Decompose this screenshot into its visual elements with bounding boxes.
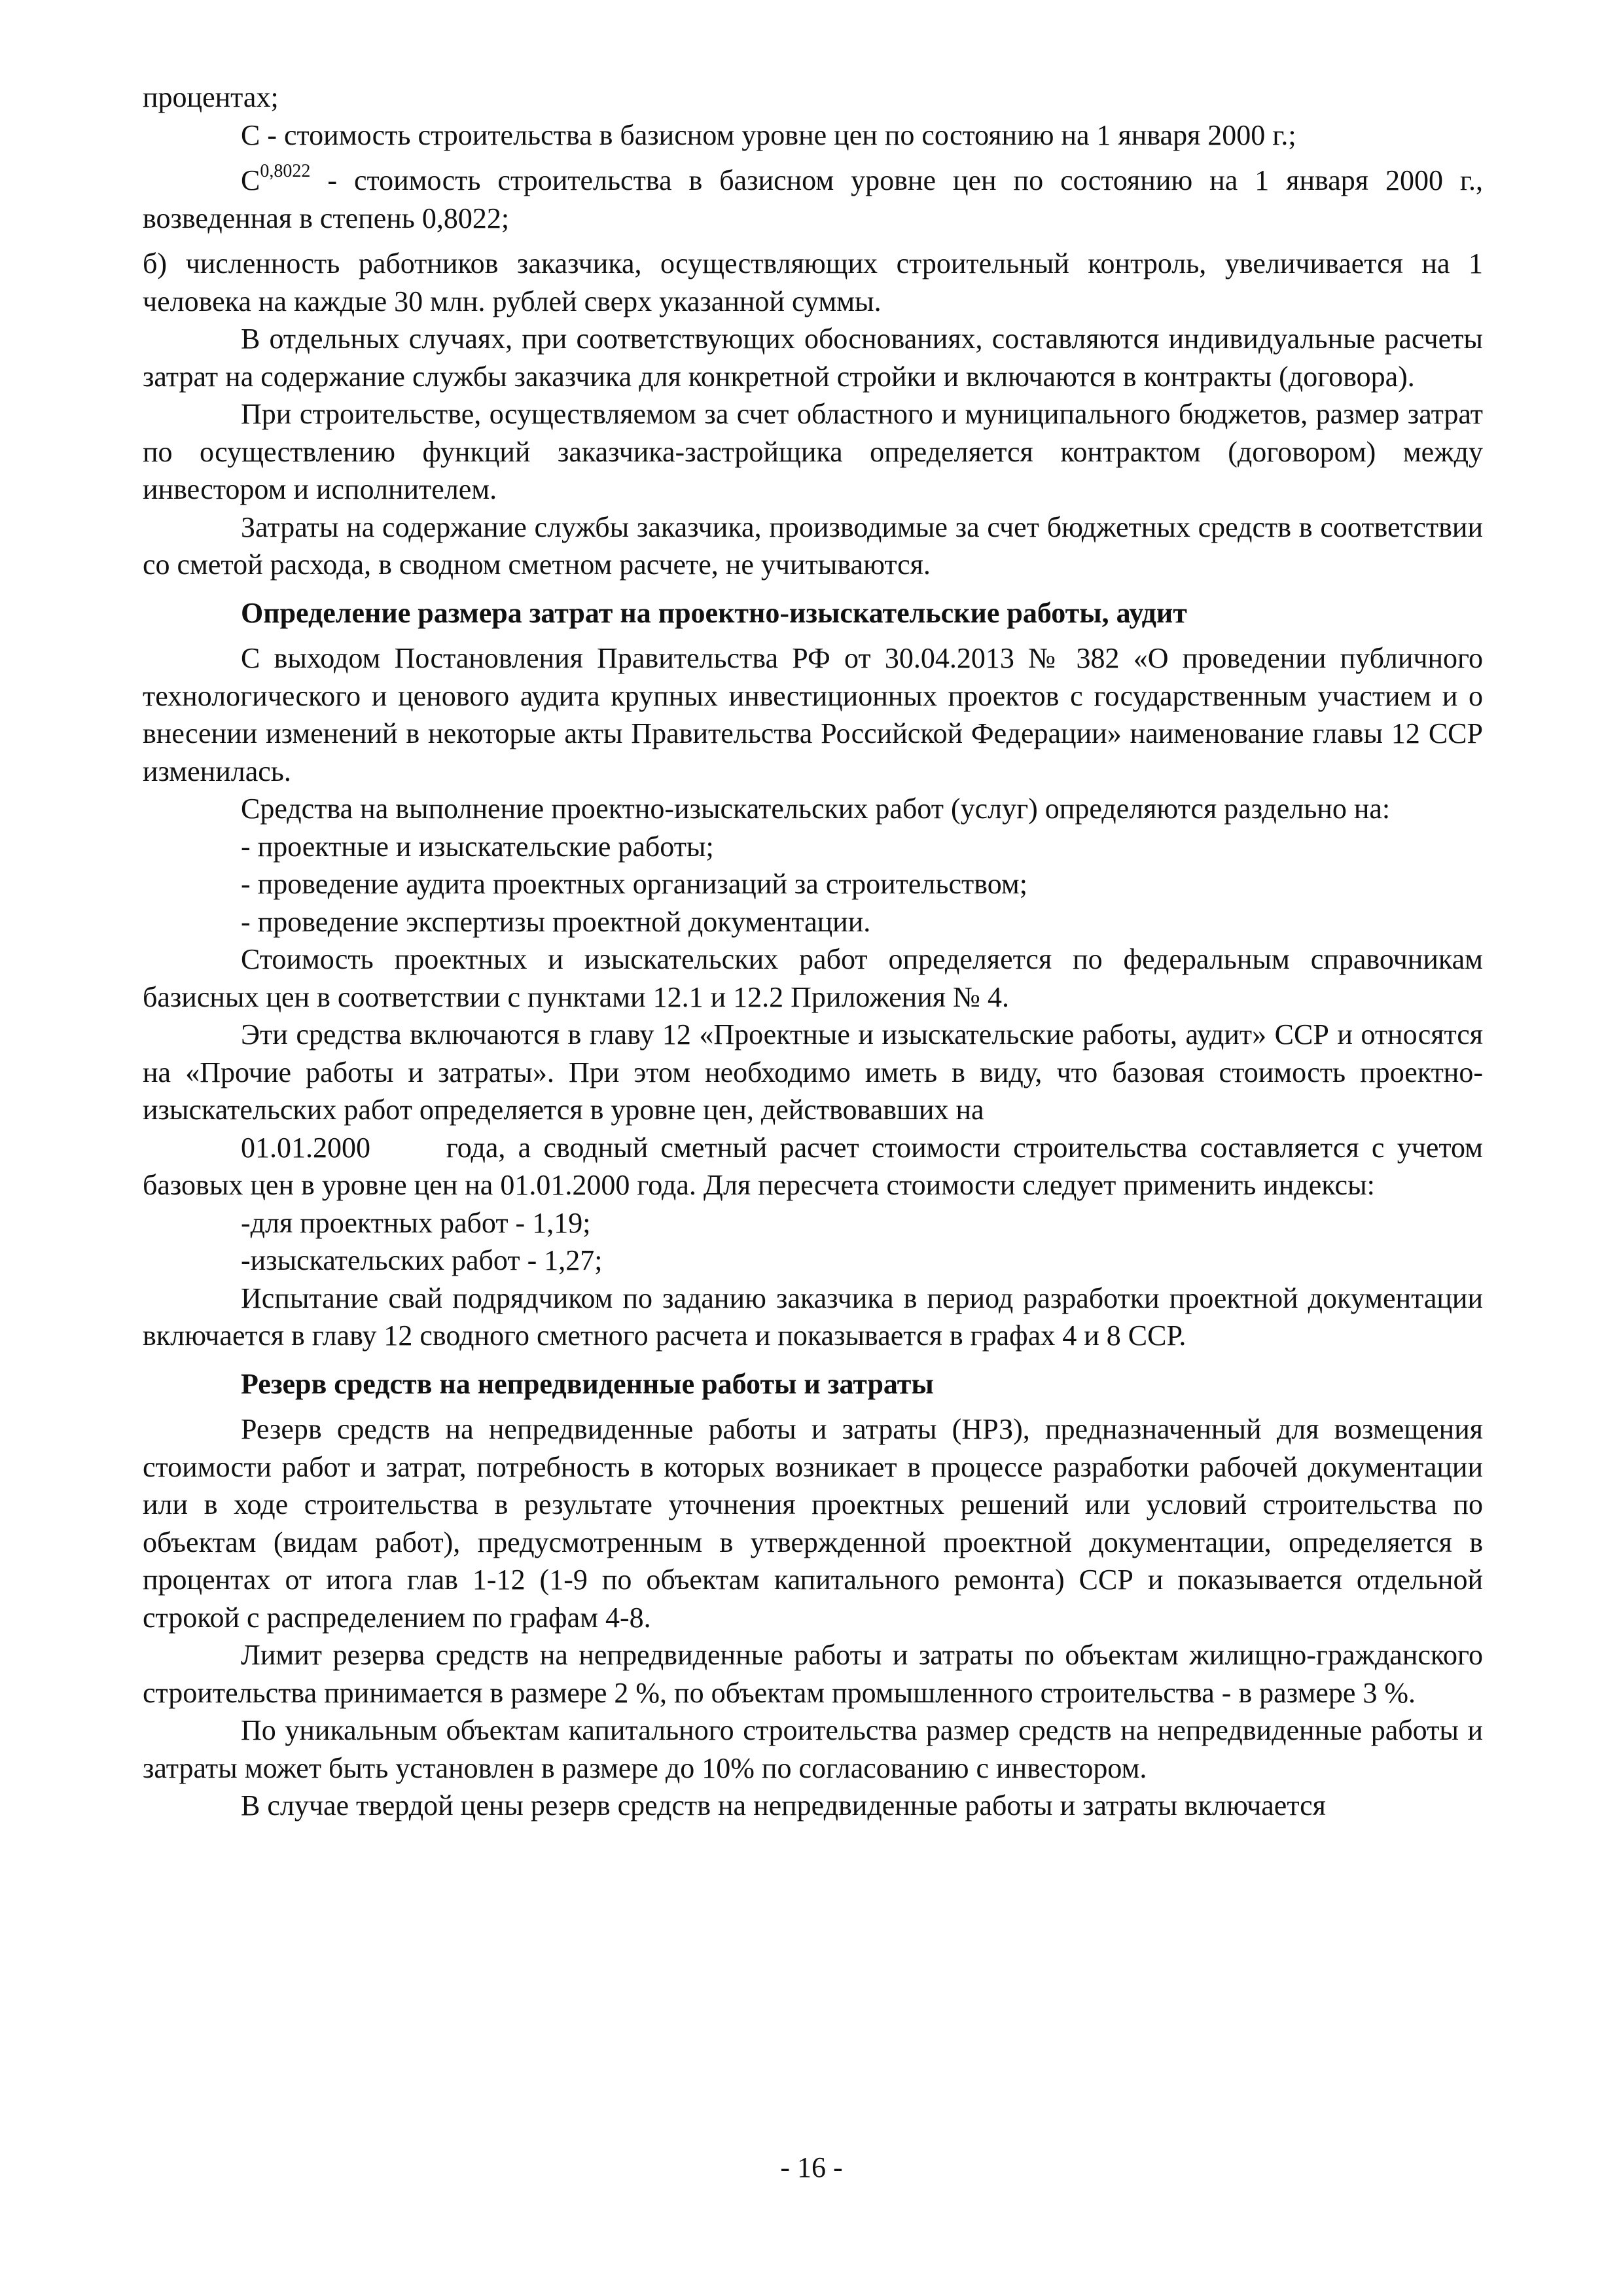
paragraph-budget-construction: При строительстве, осуществляемом за счет областного и муниципального бюджетов, размер затрат по осуществлению функций заказчика-застройщика определяется контрактом (договором) между инвестором и исполнителем. bbox=[143, 398, 1483, 505]
paragraph-chapter-12: Эти средства включаются в главу 12 «Проектные и изыскательские работы, аудит» ССР и относятся на «Прочие работы и затраты». При этом необходимо иметь в виду, что базовая стоимость проектно-изыскательских работ определяется в уровне цен, действовавших на bbox=[143, 1018, 1483, 1126]
paragraph-customer-costs: Затраты на содержание службы заказчика, производимые за счет бюджетных средств в соответствии со сметой расхода, в сводном сметном расчете, не учитываются. bbox=[143, 511, 1483, 581]
list-item: - проведение экспертизы проектной документации. bbox=[241, 905, 871, 938]
paragraph-resolution: С выходом Постановления Правительства РФ от 30.04.2013 № 382 «О проведении публичного технологического и ценового аудита крупных инвестиционных проектов с государственным участием и о внесении изменений в некоторые акты Правительства Российской Федерации» наименование главы 12 ССР изменилась. bbox=[143, 642, 1483, 787]
section-heading-reserve: Резерв средств на непредвиденные работы и затраты bbox=[241, 1367, 934, 1400]
paragraph-reserve-limit: Лимит резерва средств на непредвиденные работы и затраты по объектам жилищно-гражданского строительства принимается в размере 2 %, по объектам промышленного строительства - в размере 3 %. bbox=[143, 1639, 1483, 1709]
list-item: -для проектных работ - 1,19; bbox=[241, 1206, 591, 1239]
list-item: - проведение аудита проектных организаций за строительством; bbox=[241, 868, 1027, 900]
paragraph-unique-objects: По уникальным объектам капитального строительства размер средств на непредвиденные работы и затраты может быть установлен в размере до 10% по согласованию с инвестором. bbox=[143, 1714, 1483, 1784]
paragraph-cost-definition: Стоимость проектных и изыскательских работ определяется по федеральным справочникам базисных цен в соответствии с пунктами 12.1 и 12.2 Приложения № 4. bbox=[143, 943, 1483, 1013]
paragraph-reserve-definition: Резерв средств на непредвиденные работы и затраты (НРЗ), предназначенный для возмещения стоимости работ и затрат, потребность в которых возникает в процессе разработки рабочей документации или в ходе строительства в результате уточнения проектных решений или условий строительства по объектам (видам работ), предусмотренным в утвержденной проектной документации, определяется в процентах от итога глав 1-12 (1-9 по объектам капитального ремонта) ССР и показывается отдельной строкой с распределением по графам 4-8. bbox=[143, 1413, 1483, 1634]
section-heading-design-survey: Определение размера затрат на проектно-изыскательские работы, аудит bbox=[241, 596, 1187, 629]
paragraph-funds: Средства на выполнение проектно-изыскательских работ (услуг) определяются раздельно на: bbox=[241, 793, 1391, 825]
list-item: - проектные и изыскательские работы; bbox=[241, 830, 714, 863]
paragraph-c-definition: С - стоимость строительства в базисном уровне цен по состоянию на 1 января 2000 г.; bbox=[241, 118, 1296, 151]
c-symbol: С bbox=[241, 164, 260, 196]
paragraph-fixed-price: В случае твердой цены резерв средств на непредвиденные работы и затраты включается bbox=[241, 1789, 1326, 1821]
c-power-text: - стоимость строительства в базисном уровне цен по состоянию на 1 января 2000 г., возведенная в степень 0,8022; bbox=[143, 164, 1483, 234]
paragraph-base-prices: 01.01.2000 года, а сводный сметный расчет стоимости строительства составляется с учетом базовых цен в уровне цен на 01.01.2000 года. Для пересчета стоимости следует применить индексы: bbox=[143, 1131, 1490, 1201]
paragraph-item-b: б) численность работников заказчика, осуществляющих строительный контроль, увеличивается на 1 человека на каждые 30 млн. рублей сверх указанной суммы. bbox=[143, 247, 1483, 317]
exponent: 0,8022 bbox=[260, 161, 311, 181]
list-item: -изыскательских работ - 1,27; bbox=[241, 1244, 603, 1276]
document-page bbox=[143, 79, 1490, 1825]
paragraph-c-power-definition bbox=[143, 162, 1483, 237]
page-number: - 16 - bbox=[780, 2151, 843, 2183]
paragraph-individual-calc: В отдельных случаях, при соответствующих обоснованиях, составляются индивидуальные расчеты затрат на содержание службы заказчика для конкретной стройки и включаются в контракты (договора). bbox=[143, 323, 1483, 393]
paragraph-pile-testing: Испытание свай подрядчиком по заданию заказчика в период разработки проектной документации включается в главу 12 сводного сметного расчета и показывается в графах 4 и 8 ССР. bbox=[143, 1282, 1483, 1352]
paragraph-continuation: процентах; bbox=[143, 81, 279, 113]
